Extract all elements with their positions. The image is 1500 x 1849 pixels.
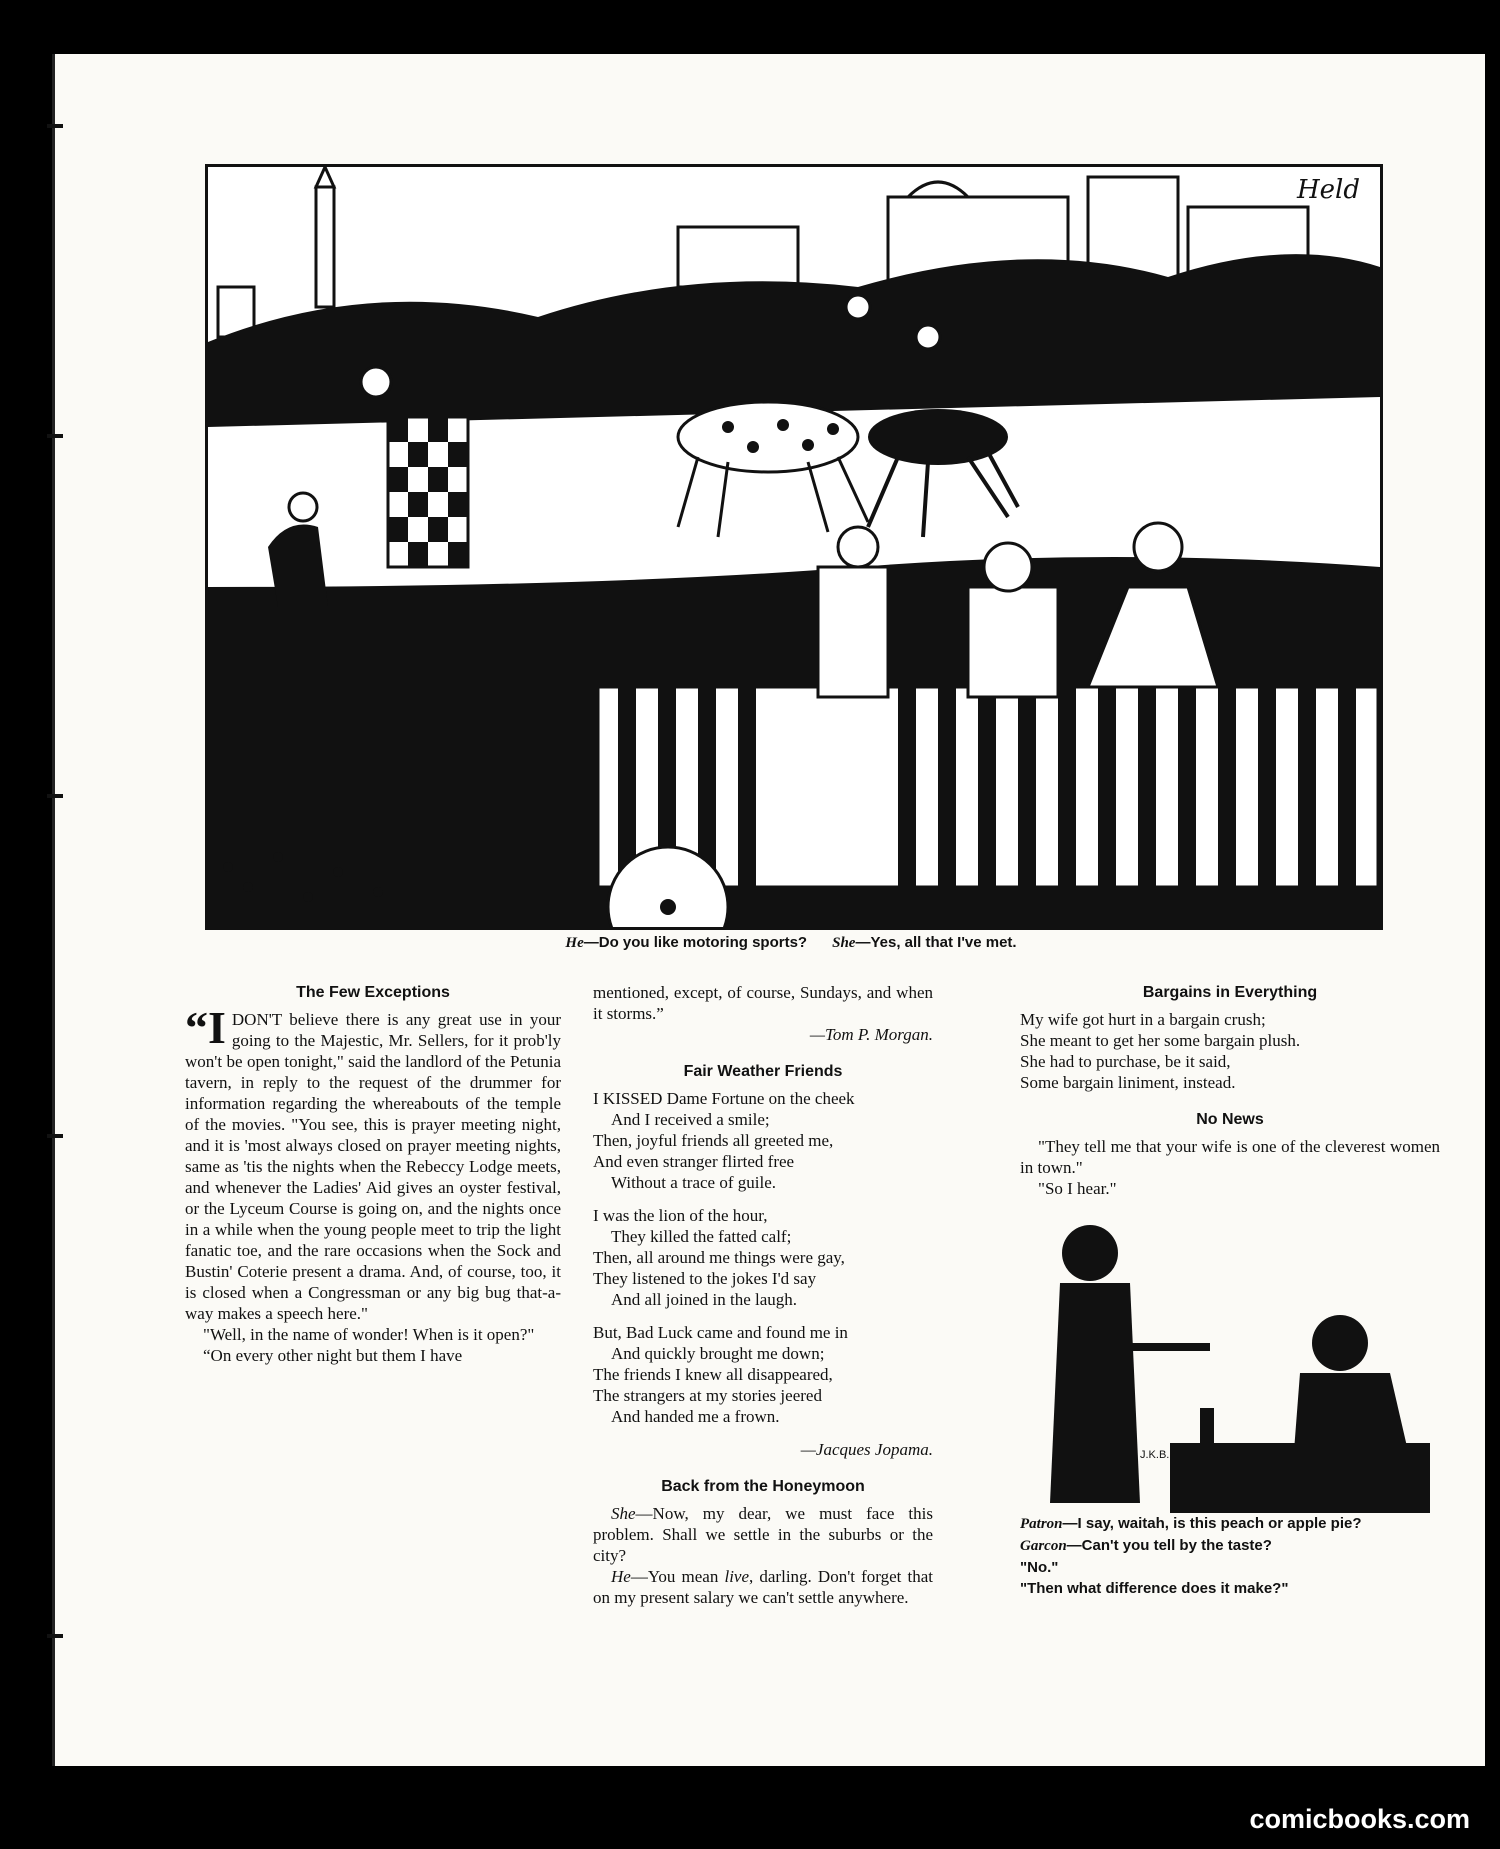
verse-line: And all joined in the laugh. xyxy=(611,1290,798,1309)
site-watermark: comicbooks.com xyxy=(1249,1804,1470,1834)
verse-line: She meant to get her some bargain plush. xyxy=(1020,1031,1301,1050)
verse-line: My wife got hurt in a bargain crush; xyxy=(1020,1010,1266,1029)
binding-mark xyxy=(47,1134,63,1138)
stanza xyxy=(593,1322,933,1427)
few-exceptions-p1 xyxy=(185,1002,561,1324)
binding-mark xyxy=(47,434,63,438)
caption-she-speaker: She xyxy=(832,935,856,951)
no-news-p2: "So I hear." xyxy=(1038,1179,1117,1198)
verse-line: Then, joyful friends all greeted me, xyxy=(593,1131,834,1150)
caption-he-line: —Do you like motoring sports? xyxy=(583,934,808,951)
magazine-page xyxy=(52,54,1485,1766)
car-passengers xyxy=(818,523,1218,697)
few-exceptions-p2: "Well, in the name of wonder! When is it open?" xyxy=(203,1325,535,1344)
column-middle xyxy=(593,982,933,1608)
no-news-p1: "They tell me that your wife is one of the cleverest women in town." xyxy=(1020,1137,1440,1177)
caption-she-line: —Yes, all that I've met. xyxy=(855,934,1017,951)
few-exceptions-p3-start: “On every other night but them I have xyxy=(203,1346,463,1365)
binding-mark xyxy=(47,794,63,798)
honeymoon-he-speaker: He xyxy=(611,1567,631,1586)
heading-fair-weather: Fair Weather Friends xyxy=(683,1063,843,1080)
artist-signature: Held xyxy=(1296,175,1360,205)
bargains-poem xyxy=(1020,1009,1440,1093)
cafe-garcon xyxy=(1020,1535,1440,1557)
verse-line: Without a trace of guile. xyxy=(611,1173,777,1192)
verse-line: But, Bad Luck came and found me in xyxy=(593,1323,848,1342)
verse-line: They listened to the jokes I'd say xyxy=(593,1269,817,1288)
honeymoon-she-line: —Now, my dear, we must face this problem. Shall we settle in the suburbs or the city? xyxy=(593,1504,933,1565)
stanza xyxy=(593,1205,933,1310)
verse-line: She had to purchase, be it said, xyxy=(1020,1052,1231,1071)
fair-weather-author: —Jacques Jopama. xyxy=(800,1440,933,1459)
verse-line: The friends I knew all disappeared, xyxy=(593,1365,833,1384)
cafe-garcon-line: —Can't you tell by the taste? xyxy=(1066,1537,1272,1554)
cafe-patron xyxy=(1020,1513,1440,1535)
honeymoon-he-line-em: live xyxy=(724,1567,750,1586)
waiter-patron-silhouette xyxy=(1020,1213,1440,1513)
verse-line: I was the lion of the hour, xyxy=(593,1206,768,1225)
motoring-illustration xyxy=(205,164,1383,930)
cafe-line-3: "No." xyxy=(1020,1559,1059,1576)
dropcap: “I xyxy=(185,1002,226,1053)
cafe-patron-speaker: Patron xyxy=(1020,1516,1063,1532)
caption-he-speaker: He xyxy=(565,935,584,951)
fair-weather-poem xyxy=(593,1088,933,1427)
honeymoon-he xyxy=(593,1566,933,1608)
cafe-silhouette-illustration xyxy=(1020,1213,1440,1513)
heading-no-news: No News xyxy=(1196,1111,1264,1128)
cafe-garcon-speaker: Garcon xyxy=(1020,1538,1067,1554)
cafe-patron-line: —I say, waitah, is this peach or apple pie? xyxy=(1062,1515,1362,1532)
honeymoon-she-speaker: She xyxy=(611,1504,636,1523)
verse-line: And I received a smile; xyxy=(611,1110,770,1129)
honeymoon-he-line-a: —You mean xyxy=(630,1567,725,1586)
honeymoon-he-line-b: , darling. Don't forget that on my present salary we can't settle anywhere. xyxy=(593,1567,933,1607)
few-exceptions-p1-text: DON'T believe there is any great use in your going to the Majestic, Mr. Sellers, for it prob'ly won't be open tonight," said the landlord of the Petunia tavern, in reply to the request of the drummer for information regarding the whereabouts of the temple of the movies. "You see, this is prayer meeting night, and it is 'most always closed on prayer meeting nights, same as 'tis the nights when the Rebeccy Lodge meets, and whenever the Ladies' Aid gives an oyster festival, or the Lyceum Course is going on, and the nights once in a while when the young people meet to trip the light fanatic toe, and the rare occasions when the Sock and Bustin' Coterie present a drama. And, of course, too, it is closed when a Congressman or any big bug that-a-way makes a speech here." xyxy=(185,1010,561,1323)
verse-line: Some bargain liniment, instead. xyxy=(1020,1073,1236,1092)
verse-line: And even stranger flirted free xyxy=(593,1152,795,1171)
verse-line: They killed the fatted calf; xyxy=(611,1227,792,1246)
binding-mark xyxy=(47,1634,63,1638)
riding-park-scene xyxy=(208,167,1380,927)
few-exceptions-p3-end: mentioned, except, of course, Sundays, and when it storms.” xyxy=(593,983,933,1023)
honeymoon-she xyxy=(593,1503,933,1566)
verse-line: And handed me a frown. xyxy=(611,1407,780,1426)
verse-line: I KISSED Dame Fortune on the cheek xyxy=(593,1089,855,1108)
heading-few-exceptions: The Few Exceptions xyxy=(296,984,450,1001)
heading-bargains: Bargains in Everything xyxy=(1142,984,1318,1001)
binding-mark xyxy=(47,124,63,128)
column-right xyxy=(1020,982,1440,1599)
cafe-line-4: "Then what difference does it make?" xyxy=(1020,1580,1289,1597)
stanza xyxy=(593,1088,933,1193)
verse-line: And quickly brought me down; xyxy=(611,1344,825,1363)
illustration-caption xyxy=(205,934,1377,952)
few-exceptions-author: —Tom P. Morgan. xyxy=(809,1025,933,1044)
column-few-exceptions xyxy=(185,982,561,1366)
artist-initials: J.K.B. xyxy=(1140,1449,1170,1461)
verse-line: The strangers at my stories jeered xyxy=(593,1386,822,1405)
verse-line: Then, all around me things were gay, xyxy=(593,1248,845,1267)
heading-honeymoon: Back from the Honeymoon xyxy=(661,1478,865,1495)
